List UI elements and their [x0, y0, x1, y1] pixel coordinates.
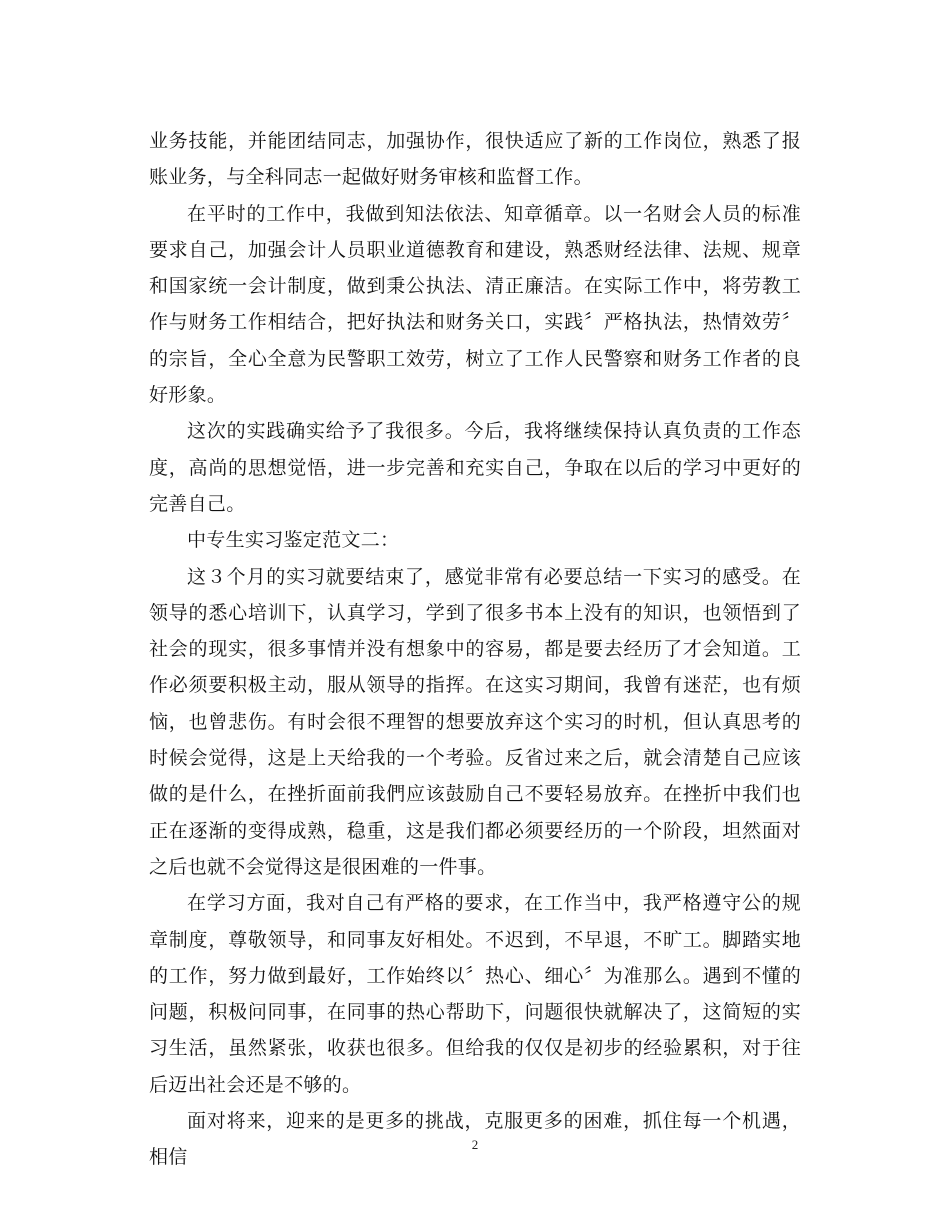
- paragraph-work-ethics: 在平时的工作中，我做到知法依法、知章循章。以一名财会人员的标准要求自己，加强会计人员职业道德教育和建设，熟悉财经法律、法规、规章和国家统一会计制度，做到秉公执法、清正廉洁。在实际工作中，将劳教工作与财务工作相结合，把好执法和财务关口，实践〞严格执法，热情效劳〞的宗旨，全心全意为民警职工效劳，树立了工作人民警察和财务工作者的良好形象。: [149, 202, 801, 407]
- paragraph-practice-summary: 这次的实践确实给予了我很多。今后，我将继续保持认真负责的工作态度，高尚的思想觉悟，进一步完善和充实自己，争取在以后的学习中更好的完善自己。: [149, 420, 801, 515]
- page-number: 2: [471, 1137, 479, 1152]
- paragraph-future: 面对将来，迎来的是更多的挑战，克服更多的困难，抓住每一个机遇，相信: [149, 1110, 801, 1169]
- paragraph-continued: 业务技能，并能团结同志，加强协作，很快适应了新的工作岗位，熟悉了报账业务，与全科同志一起做好财务审核和监督工作。: [149, 130, 801, 189]
- document-body: [149, 123, 801, 1176]
- section-heading: 中专生实习鉴定范文二：: [187, 529, 400, 552]
- paragraph-study-attitude: 在学习方面，我对自己有严格的要求，在工作当中，我严格遵守公的规章制度，尊敬领导，和同事友好相处。不迟到，不早退，不旷工。脚踏实地的工作，努力做到最好，工作始终以〞热心、细心〞为准那么。遇到不懂的问题，积极问同事，在同事的热心帮助下，问题很快就解决了，这简短的实习生活，虽然紧张，收获也很多。但给我的仅仅是初步的经验累积，对于往后迈出社会还是不够的。: [149, 892, 801, 1096]
- paragraph-internship-feelings: 这３个月的实习就要结束了，感觉非常有必要总结一下实习的感受。在领导的悉心培训下，认真学习，学到了很多书本上没有的知识，也领悟到了社会的现实，很多事情并没有想象中的容易，都是要去经历了才会知道。工作必须要积极主动，服从领导的指挥。在这实习期间，我曾有迷茫，也有烦恼，也曾悲伤。有时会很不理智的想要放弃这个实习的时机，但认真思考的时候会觉得，这是上天给我的一个考验。反省过来之后，就会清楚自己应该做的是什么，在挫折面前我們应该鼓励自己不要轻易放弃。在挫折中我们也正在逐渐的变得成熟，稳重，这是我们都必须要经历的一个阶段，坦然面对之后也就不会觉得这是很困难的一件事。: [149, 565, 801, 878]
